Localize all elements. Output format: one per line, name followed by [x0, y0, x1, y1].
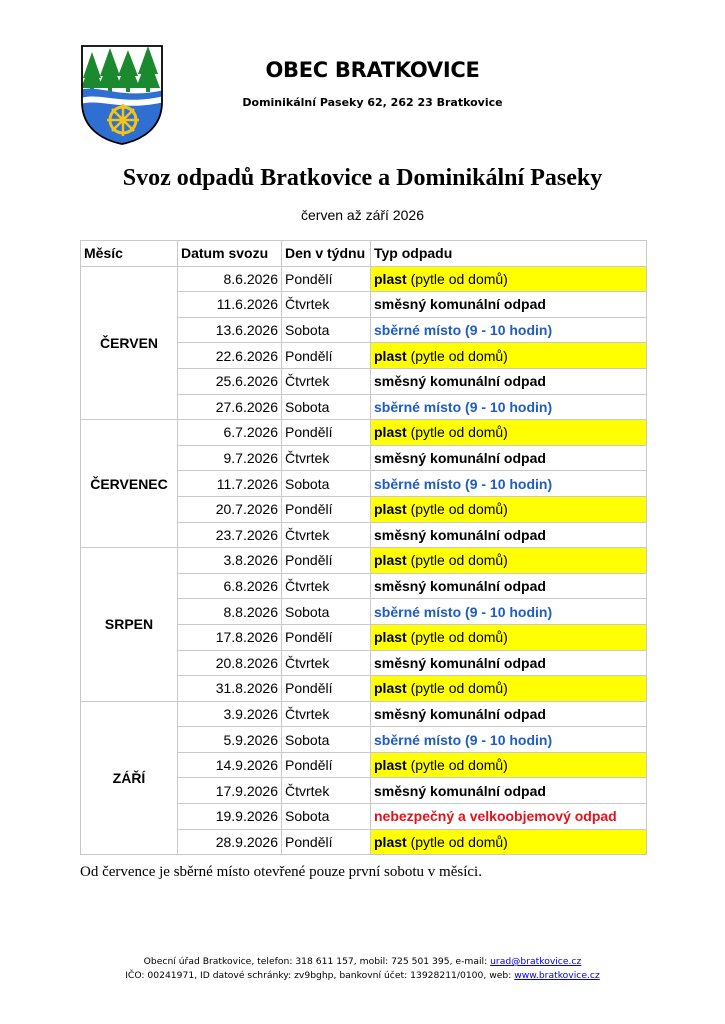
- waste-type-cell: [371, 676, 647, 702]
- column-header-date: Datum svozu: [178, 241, 282, 267]
- month-cell: SRPEN: [81, 548, 178, 702]
- date-cell: 8.8.2026: [178, 599, 282, 625]
- weekday-cell: Pondělí: [282, 343, 371, 369]
- waste-type-cell: [371, 701, 647, 727]
- date-cell: 25.6.2026: [178, 368, 282, 394]
- weekday-cell: Sobota: [282, 471, 371, 497]
- weekday-cell: Pondělí: [282, 266, 371, 292]
- footer-registry-line: [0, 969, 725, 983]
- waste-type-cell: [371, 343, 647, 369]
- weekday-cell: Čtvrtek: [282, 292, 371, 318]
- waste-type-cell: [371, 752, 647, 778]
- municipal-crest-icon: [80, 44, 164, 146]
- weekday-cell: Sobota: [282, 804, 371, 830]
- footer-contact-text: Obecní úřad Bratkovice, telefon: 318 611 157, mobil: 725 501 395, e-mail:: [143, 956, 491, 967]
- organization-address: Dominikální Paseky 62, 262 23 Bratkovice: [242, 96, 503, 109]
- date-cell: 17.9.2026: [178, 778, 282, 804]
- date-cell: 31.8.2026: [178, 676, 282, 702]
- month-cell: ČERVENEC: [81, 420, 178, 548]
- waste-type-label: plast: [374, 680, 407, 697]
- waste-type-note: (pytle od domů): [406, 629, 508, 646]
- date-cell: 19.9.2026: [178, 804, 282, 830]
- waste-type-label: sběrné místo (9 - 10 hodin): [374, 398, 553, 415]
- waste-type-cell: [371, 445, 647, 471]
- waste-type-label: plast: [374, 757, 407, 774]
- date-cell: 27.6.2026: [178, 394, 282, 420]
- weekday-cell: Sobota: [282, 317, 371, 343]
- waste-type-cell: [371, 292, 647, 318]
- date-cell: 9.7.2026: [178, 445, 282, 471]
- waste-type-label: plast: [374, 629, 407, 646]
- waste-type-label: směsný komunální odpad: [374, 654, 546, 671]
- waste-type-cell: [371, 548, 647, 574]
- waste-type-note: (pytle od domů): [406, 501, 508, 518]
- waste-type-cell: [371, 573, 647, 599]
- waste-type-label: směsný komunální odpad: [374, 450, 546, 467]
- date-cell: 3.8.2026: [178, 548, 282, 574]
- waste-type-cell: [371, 727, 647, 753]
- date-cell: 20.7.2026: [178, 496, 282, 522]
- waste-type-note: (pytle od domů): [406, 424, 508, 441]
- footnote: Od července je sběrné místo otevřené pouze první sobotu v měsíci.: [80, 864, 482, 880]
- date-cell: 11.7.2026: [178, 471, 282, 497]
- table-header-row: [81, 241, 647, 267]
- date-cell: 11.6.2026: [178, 292, 282, 318]
- date-cell: 23.7.2026: [178, 522, 282, 548]
- date-cell: 3.9.2026: [178, 701, 282, 727]
- weekday-cell: Čtvrtek: [282, 368, 371, 394]
- waste-type-label: plast: [374, 552, 407, 569]
- date-cell: 17.8.2026: [178, 624, 282, 650]
- weekday-cell: Čtvrtek: [282, 650, 371, 676]
- weekday-cell: Čtvrtek: [282, 573, 371, 599]
- footer-registry-text: IČO: 00241971, ID datové schránky: zv9bghp, bankovní účet: 13928211/0100, web:: [125, 970, 515, 981]
- waste-type-cell: [371, 471, 647, 497]
- waste-type-note: (pytle od domů): [406, 270, 508, 287]
- column-header-month: Měsíc: [81, 241, 178, 267]
- weekday-cell: Pondělí: [282, 676, 371, 702]
- waste-type-cell: [371, 394, 647, 420]
- weekday-cell: Sobota: [282, 727, 371, 753]
- footer-contact-line: [0, 955, 725, 969]
- waste-type-note: (pytle od domů): [406, 552, 508, 569]
- weekday-cell: Pondělí: [282, 829, 371, 855]
- waste-type-cell: [371, 420, 647, 446]
- waste-type-cell: [371, 778, 647, 804]
- weekday-cell: Sobota: [282, 599, 371, 625]
- waste-type-label: směsný komunální odpad: [374, 373, 546, 390]
- waste-type-label: směsný komunální odpad: [374, 782, 546, 799]
- table-row: [81, 701, 647, 727]
- waste-type-label: plast: [374, 270, 407, 287]
- page-footer: [0, 955, 725, 983]
- waste-type-label: směsný komunální odpad: [374, 526, 546, 543]
- waste-type-cell: [371, 522, 647, 548]
- waste-type-label: plast: [374, 833, 407, 850]
- weekday-cell: Sobota: [282, 394, 371, 420]
- waste-type-label: plast: [374, 347, 407, 364]
- waste-type-note: (pytle od domů): [406, 347, 508, 364]
- waste-type-cell: [371, 317, 647, 343]
- weekday-cell: Čtvrtek: [282, 778, 371, 804]
- waste-type-cell: [371, 266, 647, 292]
- weekday-cell: Pondělí: [282, 624, 371, 650]
- waste-type-cell: [371, 599, 647, 625]
- organization-name: OBEC BRATKOVICE: [265, 58, 480, 82]
- waste-type-note: (pytle od domů): [406, 757, 508, 774]
- waste-type-label: sběrné místo (9 - 10 hodin): [374, 603, 553, 620]
- date-cell: 13.6.2026: [178, 317, 282, 343]
- waste-type-cell: [371, 650, 647, 676]
- date-cell: 8.6.2026: [178, 266, 282, 292]
- waste-type-cell: [371, 368, 647, 394]
- waste-type-label: nebezpečný a velkoobjemový odpad: [374, 808, 617, 825]
- waste-type-label: směsný komunální odpad: [374, 578, 546, 595]
- table-row: [81, 548, 647, 574]
- weekday-cell: Čtvrtek: [282, 445, 371, 471]
- weekday-cell: Čtvrtek: [282, 701, 371, 727]
- date-cell: 22.6.2026: [178, 343, 282, 369]
- month-cell: ZÁŘÍ: [81, 701, 178, 855]
- weekday-cell: Pondělí: [282, 752, 371, 778]
- waste-type-cell: [371, 829, 647, 855]
- waste-type-note: (pytle od domů): [406, 833, 508, 850]
- table-row: [81, 420, 647, 446]
- email-link[interactable]: urad@bratkovice.cz: [490, 956, 582, 967]
- column-header-waste-type: Typ odpadu: [371, 241, 647, 267]
- waste-type-label: plast: [374, 424, 407, 441]
- waste-type-label: směsný komunální odpad: [374, 705, 546, 722]
- weekday-cell: Pondělí: [282, 496, 371, 522]
- date-cell: 6.8.2026: [178, 573, 282, 599]
- collection-schedule-table: [80, 240, 647, 855]
- waste-type-label: sběrné místo (9 - 10 hodin): [374, 475, 553, 492]
- waste-type-label: směsný komunální odpad: [374, 296, 546, 313]
- schedule-body: [81, 266, 647, 855]
- weekday-cell: Pondělí: [282, 548, 371, 574]
- date-cell: 20.8.2026: [178, 650, 282, 676]
- website-link[interactable]: www.bratkovice.cz: [514, 970, 600, 981]
- waste-type-cell: [371, 804, 647, 830]
- waste-type-cell: [371, 496, 647, 522]
- schedule-period: červen až září 2026: [301, 207, 424, 223]
- waste-type-label: sběrné místo (9 - 10 hodin): [374, 322, 553, 339]
- date-cell: 14.9.2026: [178, 752, 282, 778]
- document-title: Svoz odpadů Bratkovice a Dominikální Paseky: [122, 165, 603, 191]
- month-cell: ČERVEN: [81, 266, 178, 420]
- waste-type-note: (pytle od domů): [406, 680, 508, 697]
- waste-type-label: plast: [374, 501, 407, 518]
- table-row: [81, 266, 647, 292]
- date-cell: 6.7.2026: [178, 420, 282, 446]
- column-header-weekday: Den v týdnu: [282, 241, 371, 267]
- date-cell: 5.9.2026: [178, 727, 282, 753]
- date-cell: 28.9.2026: [178, 829, 282, 855]
- waste-type-cell: [371, 624, 647, 650]
- waste-type-label: sběrné místo (9 - 10 hodin): [374, 731, 553, 748]
- weekday-cell: Pondělí: [282, 420, 371, 446]
- weekday-cell: Čtvrtek: [282, 522, 371, 548]
